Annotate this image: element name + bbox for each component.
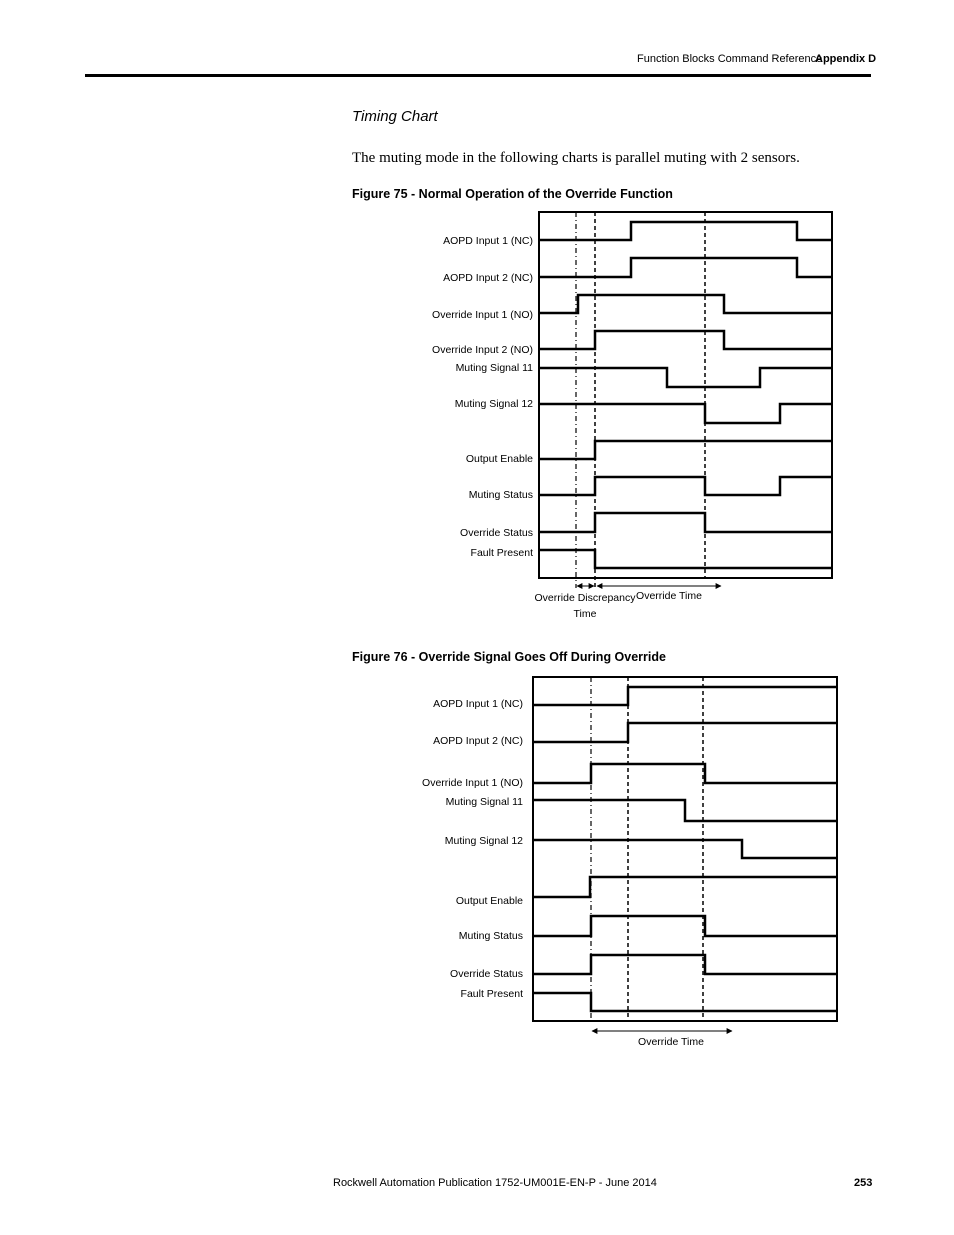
header-appendix: Appendix D xyxy=(815,53,877,65)
figure-76-chart xyxy=(533,677,837,1031)
figure-76-frame xyxy=(533,677,837,1021)
signal-label: Output Enable xyxy=(455,895,523,907)
trace-override-status xyxy=(539,513,832,532)
discrepancy-time-label: Time xyxy=(573,608,597,620)
figure-75-caption: Figure 75 - Normal Operation of the Override Function xyxy=(352,187,673,201)
signal-label: Muting Signal 12 xyxy=(454,398,533,410)
trace-override-input-1 xyxy=(539,295,832,313)
footer-publication: Rockwell Automation Publication 1752-UM001E-EN-P - June 2014 xyxy=(333,1177,657,1189)
trace-aopd-input-1 xyxy=(533,687,837,705)
trace-aopd-input-2 xyxy=(533,723,837,742)
signal-label: Muting Signal 11 xyxy=(455,362,533,374)
page-number: 253 xyxy=(854,1177,873,1189)
override-time-label: Override Time xyxy=(636,590,702,602)
trace-muting-signal-12 xyxy=(539,404,832,423)
signal-label: Muting Signal 11 xyxy=(445,796,523,808)
signal-label: Muting Status xyxy=(468,489,533,501)
trace-override-input-2 xyxy=(539,331,832,349)
figure-76-labels xyxy=(422,698,523,1000)
override-time-label: Override Time xyxy=(638,1036,704,1048)
trace-muting-status xyxy=(539,477,832,495)
intro-paragraph: The muting mode in the following charts is parallel muting with 2 sensors. xyxy=(352,150,800,166)
trace-aopd-input-2 xyxy=(539,258,832,277)
trace-output-enable xyxy=(533,877,837,897)
trace-fault-present xyxy=(533,993,837,1011)
section-heading: Timing Chart xyxy=(352,108,438,125)
signal-label: Override Status xyxy=(450,968,523,980)
header-title: Function Blocks Command Reference xyxy=(637,53,823,65)
signal-label: Muting Signal 12 xyxy=(444,835,523,847)
trace-muting-signal-11 xyxy=(533,800,837,821)
trace-override-input-1 xyxy=(533,764,837,783)
figure-75-labels xyxy=(432,235,533,559)
signal-label: AOPD Input 1 (NC) xyxy=(433,698,523,710)
signal-label: AOPD Input 2 (NC) xyxy=(443,272,533,284)
signal-label: Override Input 1 (NO) xyxy=(432,309,533,321)
signal-label: Fault Present xyxy=(470,547,533,559)
signal-label: Output Enable xyxy=(465,453,533,465)
trace-aopd-input-1 xyxy=(539,222,832,240)
trace-muting-status xyxy=(533,916,837,936)
trace-fault-present xyxy=(539,550,832,568)
signal-label: Muting Status xyxy=(458,930,523,942)
figure-76-caption: Figure 76 - Override Signal Goes Off During Override xyxy=(352,650,666,664)
signal-label: Override Input 1 (NO) xyxy=(422,777,523,789)
discrepancy-time-label: Override Discrepancy xyxy=(534,592,636,604)
trace-output-enable xyxy=(539,441,832,459)
trace-override-status xyxy=(533,955,837,974)
signal-label: AOPD Input 2 (NC) xyxy=(433,735,523,747)
signal-label: Override Input 2 (NO) xyxy=(432,344,533,356)
figure-75-frame xyxy=(539,212,832,578)
trace-muting-signal-11 xyxy=(539,368,832,387)
figure-75-chart xyxy=(539,212,832,588)
trace-muting-signal-12 xyxy=(533,840,837,858)
signal-label: Fault Present xyxy=(460,988,523,1000)
signal-label: Override Status xyxy=(460,527,533,539)
signal-label: AOPD Input 1 (NC) xyxy=(443,235,533,247)
